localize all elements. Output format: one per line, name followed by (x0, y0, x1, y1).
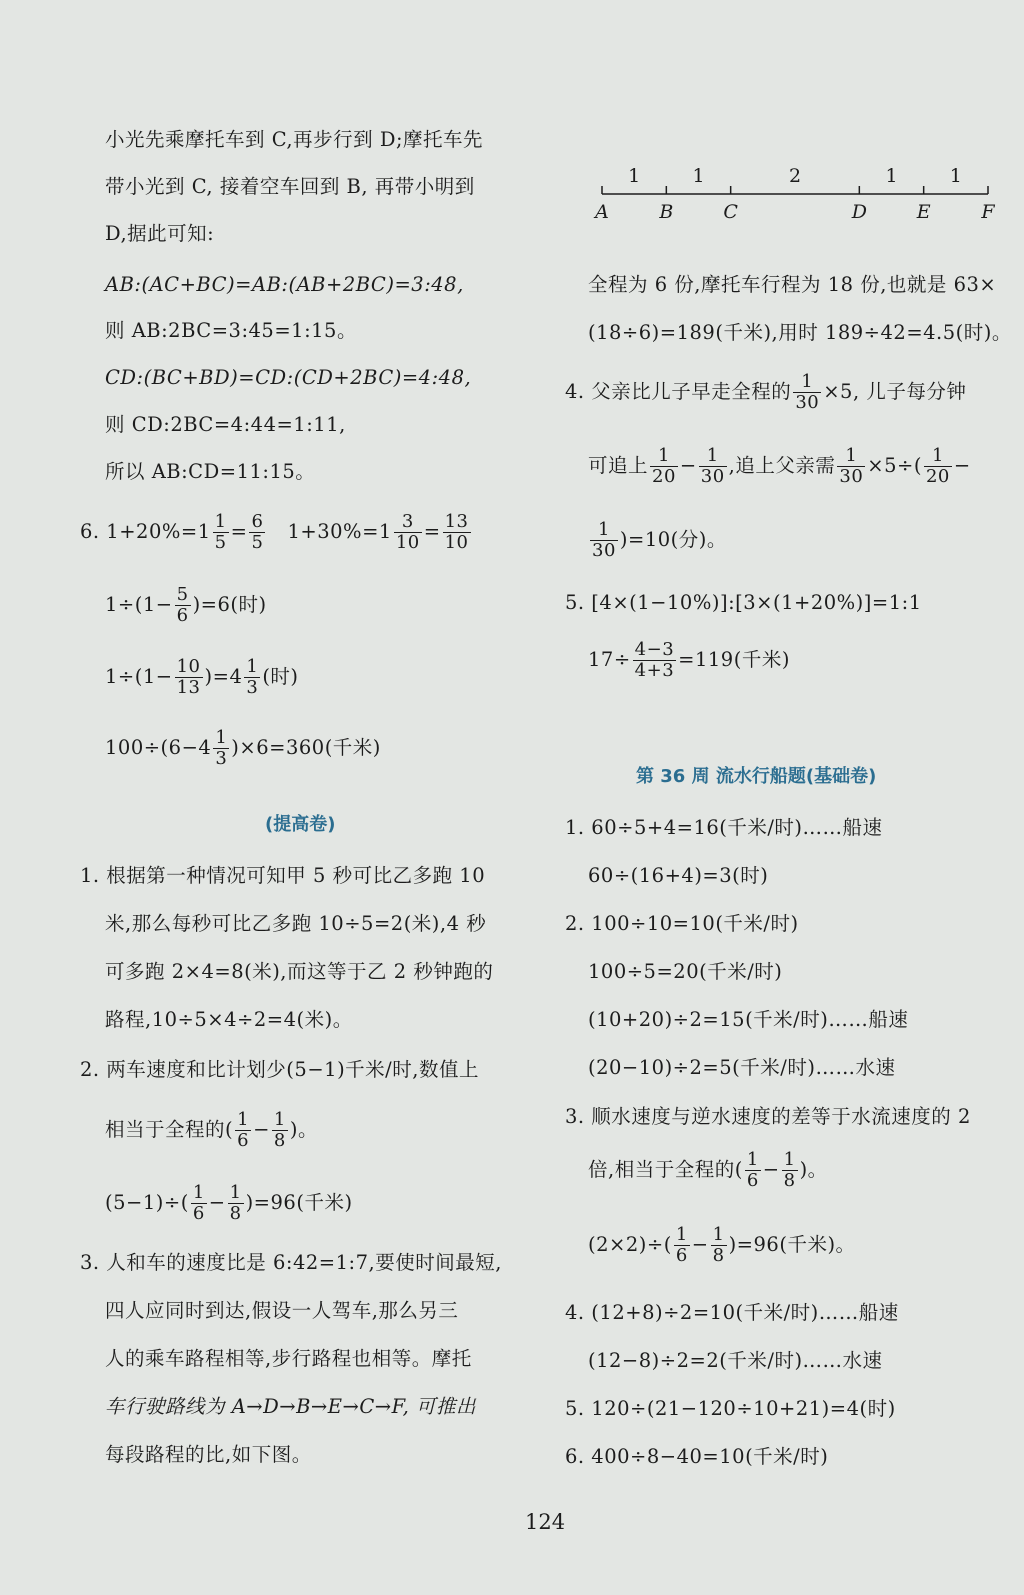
segment-diagram (590, 158, 1000, 228)
numerator: 1 (793, 372, 821, 393)
fraction (633, 640, 677, 681)
denominator: 3 (246, 677, 259, 698)
numerator: 1 (675, 1224, 688, 1245)
fraction (228, 1183, 244, 1224)
q6-line-2 (105, 585, 267, 626)
left-text-line: 带小光到 C, 接着空车回到 B, 再带小明到 (105, 175, 475, 198)
fraction (213, 512, 229, 553)
b3-line-2: 倍,相当于全程的( $\frac{1}{6}$ − $\frac{1}{8}$ )。 (588, 1149, 828, 1191)
fraction (590, 520, 618, 561)
denominator: 30 (592, 540, 616, 561)
t2-line-3: (5−1)÷( $\frac{1}{6}$ − $\frac{1}{8}$ )=96(千米) (105, 1182, 353, 1224)
text: )=10(分)。 (619, 528, 727, 551)
text: 6. 1+20%=1 (80, 520, 211, 543)
diagram-segment-label: 1 (692, 165, 705, 187)
fraction (244, 657, 260, 698)
diagram-point-label: C (723, 201, 738, 223)
t3-line: 3. 人和车的速度比是 6:42=1:7,要使时间最短, (80, 1251, 502, 1274)
fraction (745, 1150, 761, 1191)
ratio-line: 则 CD:2BC=4:44=1:11, (105, 413, 346, 436)
fraction (837, 446, 865, 487)
b1-line: 60÷(16+4)=3(时) (588, 864, 769, 887)
denominator: 6 (176, 605, 189, 626)
fraction (235, 1110, 251, 1151)
numerator: 1 (192, 1182, 205, 1203)
q6-line-4 (105, 728, 381, 769)
text: )=6(时) (192, 593, 267, 616)
text: 倍,相当于全程的( (588, 1158, 743, 1181)
denominator: 30 (839, 466, 864, 487)
denominator: 10 (395, 532, 420, 553)
diagram-point-label: D (851, 201, 867, 223)
b2-line: 2. 100÷10=10(千米/时) (565, 912, 799, 935)
fraction (272, 1110, 288, 1151)
section-heading-week36: 第 36 周 流水行船题(基础卷) (636, 766, 877, 787)
b5-line: 5. 120÷(21−120÷10+21)=4(时) (565, 1397, 896, 1420)
numerator: 1 (712, 1224, 725, 1245)
fraction (711, 1225, 727, 1266)
diagram-point-label: A (595, 201, 609, 223)
t3-line: 每段路程的比,如下图。 (105, 1443, 312, 1466)
numerator: 13 (444, 511, 469, 532)
numerator: 1 (214, 511, 227, 532)
t3-line: 四人应同时到达,假设一人驾车,那么另三 (105, 1299, 459, 1322)
text: (2×2)÷( (588, 1233, 672, 1256)
text: =119(千米) (678, 648, 790, 671)
numerator: 1 (246, 656, 259, 677)
t1-line: 1. 根据第一种情况可知甲 5 秒可比乙多跑 10 (80, 864, 486, 887)
page-number: 124 (525, 1510, 566, 1534)
numerator: 1 (215, 727, 228, 748)
t2-line-2: 相当于全程的( $\frac{1}{6}$ − $\frac{1}{8}$ )。 (105, 1109, 318, 1151)
denominator: 5 (214, 532, 227, 553)
fraction (924, 446, 952, 487)
fraction (674, 1225, 690, 1266)
numerator: 1 (237, 1109, 250, 1130)
right-text-line: (18÷6)=189(千米),用时 189÷42=4.5(时)。 (588, 321, 1012, 344)
denominator: 3 (215, 748, 228, 769)
b3-line: 3. 顺水速度与逆水速度的差等于水流速度的 2 (565, 1105, 971, 1128)
fraction (782, 1150, 798, 1191)
ratio-line: AB:(AC+BC)=AB:(AB+2BC)=3:48, (105, 273, 464, 296)
text: )。 (289, 1118, 318, 1141)
b2-line: (20−10)÷2=5(千米/时)……水速 (588, 1056, 896, 1079)
fraction (191, 1183, 207, 1224)
text: )×6=360(千米) (231, 736, 381, 759)
text: 17÷ (588, 648, 631, 671)
t3-line: 人的乘车路程相等,步行路程也相等。摩托 (105, 1347, 472, 1370)
numerator: 1 (229, 1182, 242, 1203)
t1-line: 路程,10÷5×4÷2=4(米)。 (105, 1008, 353, 1031)
denominator: 10 (444, 532, 469, 553)
b1-line: 1. 60÷5+4=16(千米/时)……船速 (565, 816, 883, 839)
denominator: 6 (192, 1203, 205, 1224)
diagram-segment-label: 1 (628, 165, 641, 187)
text: 1÷(1− (105, 665, 173, 688)
denominator: 8 (273, 1130, 286, 1151)
ratio-line: 则 AB:2BC=3:45=1:15。 (105, 319, 357, 342)
fraction (213, 728, 229, 769)
q4-line-1 (565, 372, 966, 413)
numerator: 5 (176, 584, 189, 605)
diagram-segment-label: 1 (949, 165, 962, 187)
q4-line-2 (588, 446, 971, 487)
q5-line-2 (588, 640, 790, 681)
text: 可追上 (588, 454, 649, 477)
section-heading-tigao: (提高卷) (265, 814, 336, 835)
numerator: 1 (783, 1149, 796, 1170)
numerator: 3 (394, 512, 422, 533)
numerator: 1 (273, 1109, 286, 1130)
denominator: 8 (229, 1203, 242, 1224)
fraction (793, 372, 821, 413)
numerator: 1 (837, 446, 865, 467)
text: (时) (262, 665, 299, 688)
text: 1+30%=1 (287, 520, 392, 543)
text: 4. 父亲比儿子早走全程的 (565, 380, 792, 403)
diagram-segment-label: 2 (788, 165, 802, 187)
right-text-line: 全程为 6 份,摩托车行程为 18 份,也就是 63× (588, 273, 997, 296)
fraction (650, 446, 678, 487)
text: ×5÷( (867, 454, 922, 477)
ratio-line: 所以 AB:CD=11:15。 (105, 460, 316, 483)
denominator: 5 (251, 532, 264, 553)
diagram-point-label: E (916, 201, 931, 223)
left-text-line: 小光先乘摩托车到 C,再步行到 D;摩托车先 (105, 128, 484, 151)
text: )。 (799, 1158, 828, 1181)
b3-line-3: (2×2)÷( $\frac{1}{6}$ − $\frac{1}{8}$ )=96(千米)。 (588, 1224, 856, 1266)
t1-line: 可多跑 2×4=8(米),而这等于乙 2 秒钟跑的 (105, 960, 494, 983)
diagram-segment-label: 1 (885, 165, 898, 187)
numerator: 1 (650, 446, 678, 467)
numerator: 1 (699, 446, 727, 467)
denominator: 20 (652, 466, 676, 487)
fraction (699, 446, 727, 487)
t2-line: 2. 两车速度和比计划少(5−1)千米/时,数值上 (80, 1058, 479, 1081)
text: )=4 (204, 665, 243, 688)
text: (5−1)÷( (105, 1191, 189, 1214)
denominator: 8 (712, 1245, 725, 1266)
denominator: 13 (176, 677, 201, 698)
denominator: 6 (746, 1170, 759, 1191)
q6-line-1: 6. 1+20%=1 $\frac{1}{5}$ = $\frac{6}{5}$ 1+30%=1 $\frac{3}{10}$ = $\frac{13}{10}$ (80, 511, 469, 553)
text: )=96(千米) (245, 1191, 353, 1214)
denominator: 4+3 (634, 660, 675, 681)
fraction (443, 512, 471, 553)
text: ,追上父亲需 (728, 454, 836, 477)
fraction (175, 657, 203, 698)
fraction (175, 585, 191, 626)
denominator: 30 (795, 392, 820, 413)
denominator: 6 (675, 1245, 688, 1266)
fraction (249, 512, 265, 553)
text: ×5, 儿子每分钟 (823, 380, 967, 403)
numerator: 1 (590, 520, 618, 541)
b4-line: 4. (12+8)÷2=10(千米/时)……船速 (565, 1301, 899, 1324)
denominator: 30 (700, 466, 725, 487)
numerator: 4−3 (634, 639, 675, 660)
denominator: 6 (237, 1130, 250, 1151)
text: − (953, 454, 971, 477)
numerator: 10 (176, 656, 201, 677)
b2-line: 100÷5=20(千米/时) (588, 960, 783, 983)
text: 1÷(1− (105, 593, 173, 616)
b6-line: 6. 400÷8−40=10(千米/时) (565, 1445, 829, 1468)
left-text-line: D,据此可知: (105, 222, 215, 245)
text: )=96(千米)。 (728, 1233, 856, 1256)
text: 100÷(6−4 (105, 736, 212, 759)
diagram-point-label: F (981, 201, 995, 223)
text: 相当于全程的( (105, 1118, 234, 1141)
q6-line-3 (105, 657, 299, 698)
diagram-point-label: B (659, 201, 674, 223)
numerator: 6 (251, 511, 264, 532)
q5-line-1: 5. [4×(1−10%)]:[3×(1+20%)]=1:1 (565, 591, 922, 614)
text: − (679, 454, 697, 477)
ratio-line: CD:(BC+BD)=CD:(CD+2BC)=4:48, (105, 366, 472, 389)
q4-line-3 (588, 520, 727, 561)
numerator: 1 (924, 446, 952, 467)
numerator: 1 (746, 1149, 759, 1170)
b2-line: (10+20)÷2=15(千米/时)……船速 (588, 1008, 909, 1031)
fraction (394, 512, 422, 553)
t1-line: 米,那么每秒可比乙多跑 10÷5=2(米),4 秒 (105, 912, 487, 935)
b4-line: (12−8)÷2=2(千米/时)……水速 (588, 1349, 883, 1372)
denominator: 8 (783, 1170, 796, 1191)
denominator: 20 (925, 466, 950, 487)
t3-line: 车行驶路线为 A→D→B→E→C→F, 可推出 (105, 1395, 476, 1418)
